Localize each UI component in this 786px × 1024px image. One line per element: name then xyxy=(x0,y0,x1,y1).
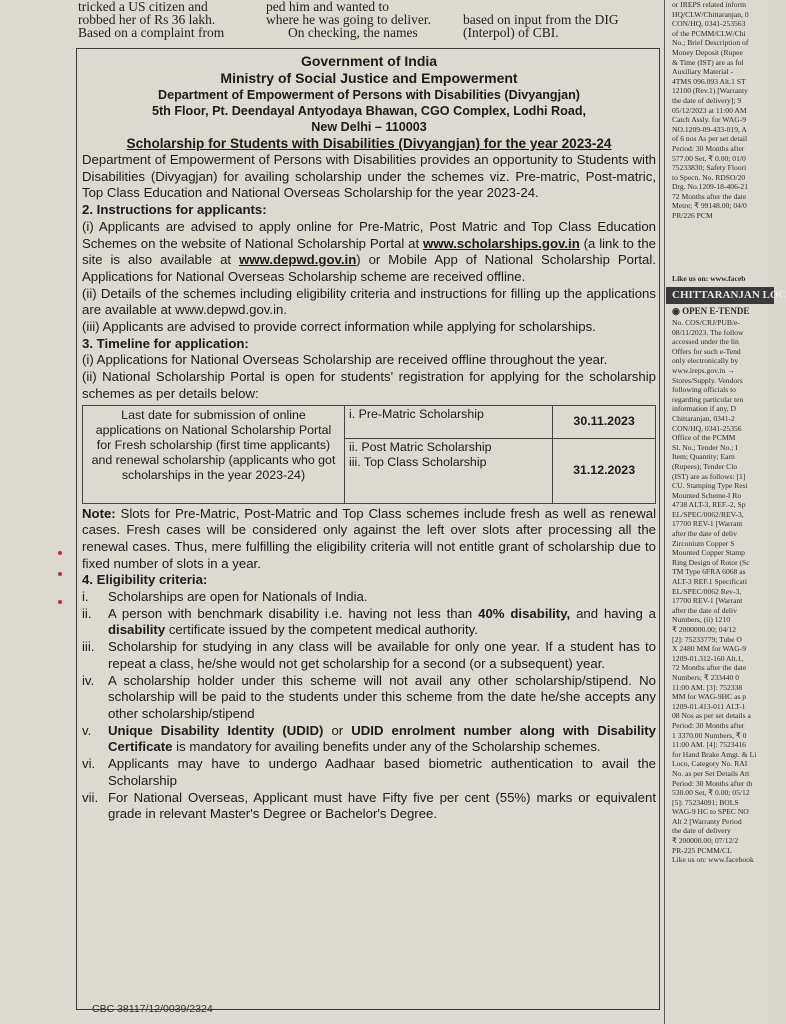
notice-line: Catch Assly. for WAG-9 xyxy=(672,115,747,125)
item-text-part: A person with benchmark disability i.e. having not less than xyxy=(108,605,479,621)
notice-line: ₹ 2000000.00; 04/12 xyxy=(672,625,737,634)
item-number: i. xyxy=(82,589,89,605)
notice-line: No.; Brief Description of xyxy=(672,38,749,48)
ad-title: Scholarship for Students with Disabilities (Divyangjan) for the year 2023-24 xyxy=(126,136,612,151)
notice-line: PR-225 PCMM/CL xyxy=(672,845,732,855)
right-column-notices xyxy=(666,0,786,1024)
notice-line: Auxiliary Material - xyxy=(672,67,734,77)
notice-line: PR/226 PCM xyxy=(672,211,713,221)
notice-line: 1 3370.00 Numbers, ₹ 0 xyxy=(672,730,747,740)
notice-line: Loco, Category No. RAI xyxy=(672,759,748,769)
notice-line: 1209-01.312-160 Alt.1, xyxy=(672,653,744,663)
notice-line: accessed under the lin xyxy=(672,337,739,347)
eligibility-item xyxy=(82,756,656,789)
instruction-i-text: (a link to the site is also available at xyxy=(82,235,656,268)
instruction-iii: (iii) Applicants are advised to provide correct information while applying for scholarships. xyxy=(82,319,596,335)
open-e-tender-heading: ◉ OPEN E-TENDE xyxy=(672,306,750,316)
item-number: vii. xyxy=(82,789,99,805)
timeline-date-cell: 30.11.2023 xyxy=(553,405,656,438)
chittaranjan-banner: CHITTARANJAN LOC xyxy=(666,287,774,304)
notice-line: Numbers, (ii) 1210 xyxy=(672,615,730,625)
top-strip-line: ped him and wanted to xyxy=(266,0,389,14)
notice-line: regarding particular ten xyxy=(672,394,744,404)
notice-line: 577.00 Set, ₹ 0.00; 01/0 xyxy=(672,153,746,163)
header-department: Department of Empowerment of Persons with Disabilities (Divyangjan) xyxy=(158,88,580,102)
instruction-ii: (ii) Details of the schemes including eligibility criteria and instructions for filling up the applications are available at www.depwd.gov.in. xyxy=(82,285,656,318)
notice-line: EL/SPEC/0062/REV-3, xyxy=(672,509,744,519)
open-e-tender-label: OPEN E-TENDE xyxy=(682,306,750,316)
scholarships-portal-link[interactable]: www.scholarships.gov.in xyxy=(422,235,580,251)
item-text: A scholarship holder under this scheme will not avail any other scholarship/stipend. No scholarship will be paid to the students under this scheme from the date he/she accepts any other scholarship/stipend xyxy=(108,672,656,721)
notice-line: Office of the PCMM xyxy=(672,433,736,443)
notice-line: 4738 ALT-3, REF.-2, Sp xyxy=(672,500,746,510)
notice-line: TM Type 6FRA 6068 as xyxy=(672,567,746,577)
top-strip-line: Based on a complaint from xyxy=(78,25,225,40)
notice-line: 17700 REV-1 [Warrant xyxy=(672,519,743,529)
top-strip-line: On checking, the names xyxy=(288,25,418,40)
notice-line: of 6 nos As per set detail xyxy=(672,134,748,144)
scheme-top-class: iii. Top Class Scholarship xyxy=(348,454,487,469)
notice-line: Like us on: www.facebook xyxy=(672,855,754,865)
instruction-i-text: (i) Applicants are advised to apply online for Pre-Matric, Post Matric and Top Class Education Schemes on the website of National Scholarship Portal at xyxy=(82,218,656,251)
notice-line: Zirconium Copper S xyxy=(672,538,735,548)
notice-line: NO.1209-09-433-019, A xyxy=(672,124,747,134)
notice-line: ALT-3 REF.1 Specificati xyxy=(672,577,747,587)
notice-line: Numbers; ₹ 233440 0 xyxy=(672,672,740,682)
notice-line: WAG-9 HC to SPEC NO xyxy=(672,807,749,817)
notice-line: 17700 REV-1 [Warrant xyxy=(672,596,743,606)
item-text-bold: UDID enrolment number along with Disability Certificate xyxy=(108,722,657,755)
notice-line: ₹ 200000.00; 07/12/2 xyxy=(672,836,739,846)
notice-line: 11:00 AM. [4]: 7523416 xyxy=(672,740,746,750)
notice-line: the date of delivery]; 9 xyxy=(672,95,742,105)
timeline-scheme-cell: i. Pre-Matric Scholarship xyxy=(344,405,552,438)
item-text-bold: Unique Disability Identity (UDID) xyxy=(108,722,324,738)
notice-line: 530.00 Set, ₹ 0.00; 05/12 xyxy=(672,788,750,798)
item-text-part: and having a xyxy=(570,605,656,621)
eligibility-list xyxy=(82,589,656,823)
advertisement-content xyxy=(82,53,656,823)
item-text: Applicants may have to undergo Aadhaar based biometric authentication to avail the Scholarship xyxy=(108,756,656,788)
top-strip-column-3 xyxy=(463,0,653,39)
notice-line: after the date of deliv xyxy=(672,529,737,539)
notice-line: Alt 2 [Warranty Period xyxy=(672,816,742,826)
eligibility-item xyxy=(82,606,656,639)
timeline-table xyxy=(82,405,656,504)
note-paragraph xyxy=(82,506,656,573)
notice-line: 75233830; Safety Floori xyxy=(672,163,747,173)
notice-line: of the PCMM/CLW/Chi xyxy=(672,28,746,38)
notice-line: 1209-01.413-011 ALT-1 xyxy=(672,701,746,711)
notice-line: Chittaranjan, 0341-2 xyxy=(672,413,735,423)
timeline-ii: (ii) National Scholarship Portal is open for students' registration for applying for the scholarship schemes as per details below: xyxy=(82,369,656,401)
note-text: Slots for Pre-Matric, Post-Matric and Top Class schemes include fresh as well as renewal cases. Fresh cases will be considered only against the left over slots after processing all the renewal cases. Thus, mere fulfilling the eligibility criteria will not entitle grant of scholarship due to fixed number of slots in a year. xyxy=(82,505,656,571)
notice-line: Sl. No.; Tender No.; I xyxy=(672,442,738,452)
notice-line: [5]: 75234091; BOLS xyxy=(672,797,739,807)
notice-line: www.ireps.gov.in → xyxy=(672,365,735,375)
notice-line: 11:00 AM. [3]: 752338 xyxy=(672,682,743,692)
notice-line: Ring Design of Rotor (Sc xyxy=(672,557,750,567)
notice-line: CON/HQ, 0341-253563 xyxy=(672,19,746,29)
notice-line: Stores/Supply. Vendors xyxy=(672,375,743,385)
top-strip-column-2 xyxy=(266,0,451,39)
item-text: Scholarships are open for Nationals of India. xyxy=(108,589,368,605)
notice-line: No. as per Set Details Att xyxy=(672,768,750,778)
top-strip-line: (Interpol) of CBI. xyxy=(463,25,559,40)
top-strip-line: based on input from the DIG xyxy=(463,12,619,27)
notice-line: 72 Months after the date xyxy=(672,191,747,201)
section-3-heading: 3. Timeline for application: xyxy=(82,335,249,351)
notice-line: the date of delivery xyxy=(672,826,731,836)
notice-line: Period: 30 Months after xyxy=(672,720,745,730)
item-number: iii. xyxy=(82,639,95,655)
header-ministry: Ministry of Social Justice and Empowerment xyxy=(220,70,518,86)
item-text-bold: disability xyxy=(108,622,166,638)
top-strip-line: tricked a US citizen and xyxy=(78,0,208,14)
section-4-heading: 4. Eligibility criteria: xyxy=(82,572,208,588)
item-text-part: or xyxy=(323,722,352,738)
notice-line: 72 Months after the date xyxy=(672,663,747,673)
notice-line: following officials to xyxy=(672,385,736,395)
notice-line: information if any, D xyxy=(672,404,737,414)
notice-line: or IREPS related inform xyxy=(672,0,747,9)
eligibility-item xyxy=(82,723,656,756)
notice-line: Mounted Scheme-I Ro xyxy=(672,490,742,500)
notice-line: Period: 30 Months after xyxy=(672,143,745,153)
notice-line: (IST) are as follows: [1] xyxy=(672,471,746,481)
notice-line: Drg. No.1209-18-406-21 xyxy=(672,182,749,192)
header-government: Government of India xyxy=(300,53,438,69)
instruction-i-text: ) or Mobile App of National Scholarship Portal. Applications for National Overseas Scholarship scheme are received offline. xyxy=(82,252,656,284)
fold-mark xyxy=(58,551,62,555)
notice-line: EL/SPEC/0062 Rev-3, xyxy=(672,586,742,596)
tender-notice-block-1 xyxy=(672,0,768,272)
top-strip-line: robbed her of Rs 36 lakh. xyxy=(78,12,216,27)
item-text-bold: 40% disability, xyxy=(478,605,571,621)
notice-line: HQ/CLW/Chittaranjan, 0 xyxy=(672,9,749,19)
eligibility-item xyxy=(82,589,656,606)
note-label: Note: xyxy=(82,505,116,521)
block1-footer: Like us on: www.faceb xyxy=(672,274,746,283)
item-text xyxy=(108,723,656,756)
notice-line: & Time (IST) are as fol xyxy=(672,57,744,67)
notice-line: No. COS/CRJ/PUB/e- xyxy=(672,318,740,327)
section-2-heading: 2. Instructions for applicants: xyxy=(82,202,267,218)
eligibility-item xyxy=(82,639,656,672)
notice-line: 4TMS 096.093 Alt.1 ST xyxy=(672,76,746,86)
item-text: Scholarship for studying in any class will be available for only one year. If a student has to repeat a class, he/she would not get scholarship for a second (or a subsequent) year. xyxy=(108,639,656,671)
notice-line: 08 Nos as per set details a xyxy=(672,711,751,721)
timeline-description-cell: Last date for submission of online applications on National Scholarship Portal for Fresh scholarship (first time applicants) and renewal scholarship (applicants who got scholarships in the year 2023-24) xyxy=(83,405,345,503)
header-city: New Delhi – 110003 xyxy=(311,120,427,134)
intro-paragraph: Department of Empowerment of Persons with Disabilities provides an opportunity to Students with Disabilities (Divyagjan) for availing scholarship under the schemes viz. Pre-matric, Post-matric, Top Class Education and National Overseas Scholarship for the year 2023-24. xyxy=(82,152,656,201)
notice-line: CU. Stamping Type Resi xyxy=(672,481,748,491)
notice-line: after the date of deliv xyxy=(672,605,737,615)
instruction-i xyxy=(82,219,656,286)
top-article-strip xyxy=(0,0,660,42)
item-number: ii. xyxy=(82,605,92,621)
notice-line: (Rupees); Tender Clo xyxy=(672,461,738,471)
fold-mark xyxy=(58,572,62,576)
notice-line: only electronically by xyxy=(672,356,739,366)
timeline-date-cell: 31.12.2023 xyxy=(553,438,656,503)
item-text: For National Overseas, Applicant must have Fifty five per cent (55%) marks or equivalent grade in relevant Master's Degree or Bachelor's Degree. xyxy=(108,789,656,822)
fold-mark xyxy=(58,600,62,604)
scheme-post-matric: ii. Post Matric Scholarship xyxy=(348,439,492,454)
notice-line: Period: 30 Months after th xyxy=(672,778,753,788)
timeline-i: (i) Applications for National Overseas Scholarship are received offline throughout the year. xyxy=(82,352,608,368)
notice-line: Item; Quantity; Earn xyxy=(672,452,735,462)
item-number: iv. xyxy=(82,672,95,688)
top-strip-column-1 xyxy=(78,0,248,39)
item-number: vi. xyxy=(82,756,96,772)
notice-line: Offers for such e-Tend xyxy=(672,346,741,356)
tender-notice-block-2 xyxy=(672,318,768,1024)
column-divider xyxy=(664,0,665,1024)
notice-line: 05/12/2023 at 11:00 AM xyxy=(672,105,747,115)
notice-line: [2]: 75233779; Tube O xyxy=(672,634,742,644)
item-text xyxy=(108,606,656,639)
eligibility-item xyxy=(82,673,656,723)
top-strip-line: where he was going to deliver. xyxy=(266,12,431,27)
item-text-part: is mandatory for availing benefits under any of the Scholarship schemes. xyxy=(172,739,601,755)
notice-line: CON/HQ, 0341-25356 xyxy=(672,423,742,433)
notice-line: 12100 (Rev.1) [Warranty xyxy=(672,86,748,96)
notice-line: Metre; ₹ 99148.00; 04/0 xyxy=(672,201,747,211)
notice-line: MM for WAG-9HC as p xyxy=(672,692,747,702)
item-number: v. xyxy=(82,722,92,738)
notice-line: for Hand Brake Amgt. & Li xyxy=(672,749,757,759)
scholarship-advertisement xyxy=(76,48,660,1010)
ad-header xyxy=(82,53,656,135)
item-text-part: certificate issued by the competent medical authority. xyxy=(165,622,478,638)
notice-line: 08/11/2023. The follow xyxy=(672,327,744,337)
eligibility-item xyxy=(82,790,656,823)
notice-line: to Specn. No. RDSO/20 xyxy=(672,172,746,182)
depwd-link[interactable]: www.depwd.gov.in xyxy=(239,252,357,268)
header-address: 5th Floor, Pt. Deendayal Antyodaya Bhawan, CGO Complex, Lodhi Road, xyxy=(151,104,587,118)
ad-reference-code: CBC 38117/12/0039/2324 xyxy=(92,1003,213,1015)
timeline-scheme-cell xyxy=(344,438,552,503)
notice-line: Mounted Copper Stamp xyxy=(672,548,745,558)
notice-line: Money Deposit (Rupee xyxy=(672,47,743,57)
notice-line: X 2480 MM for WAG-9 xyxy=(672,644,747,654)
